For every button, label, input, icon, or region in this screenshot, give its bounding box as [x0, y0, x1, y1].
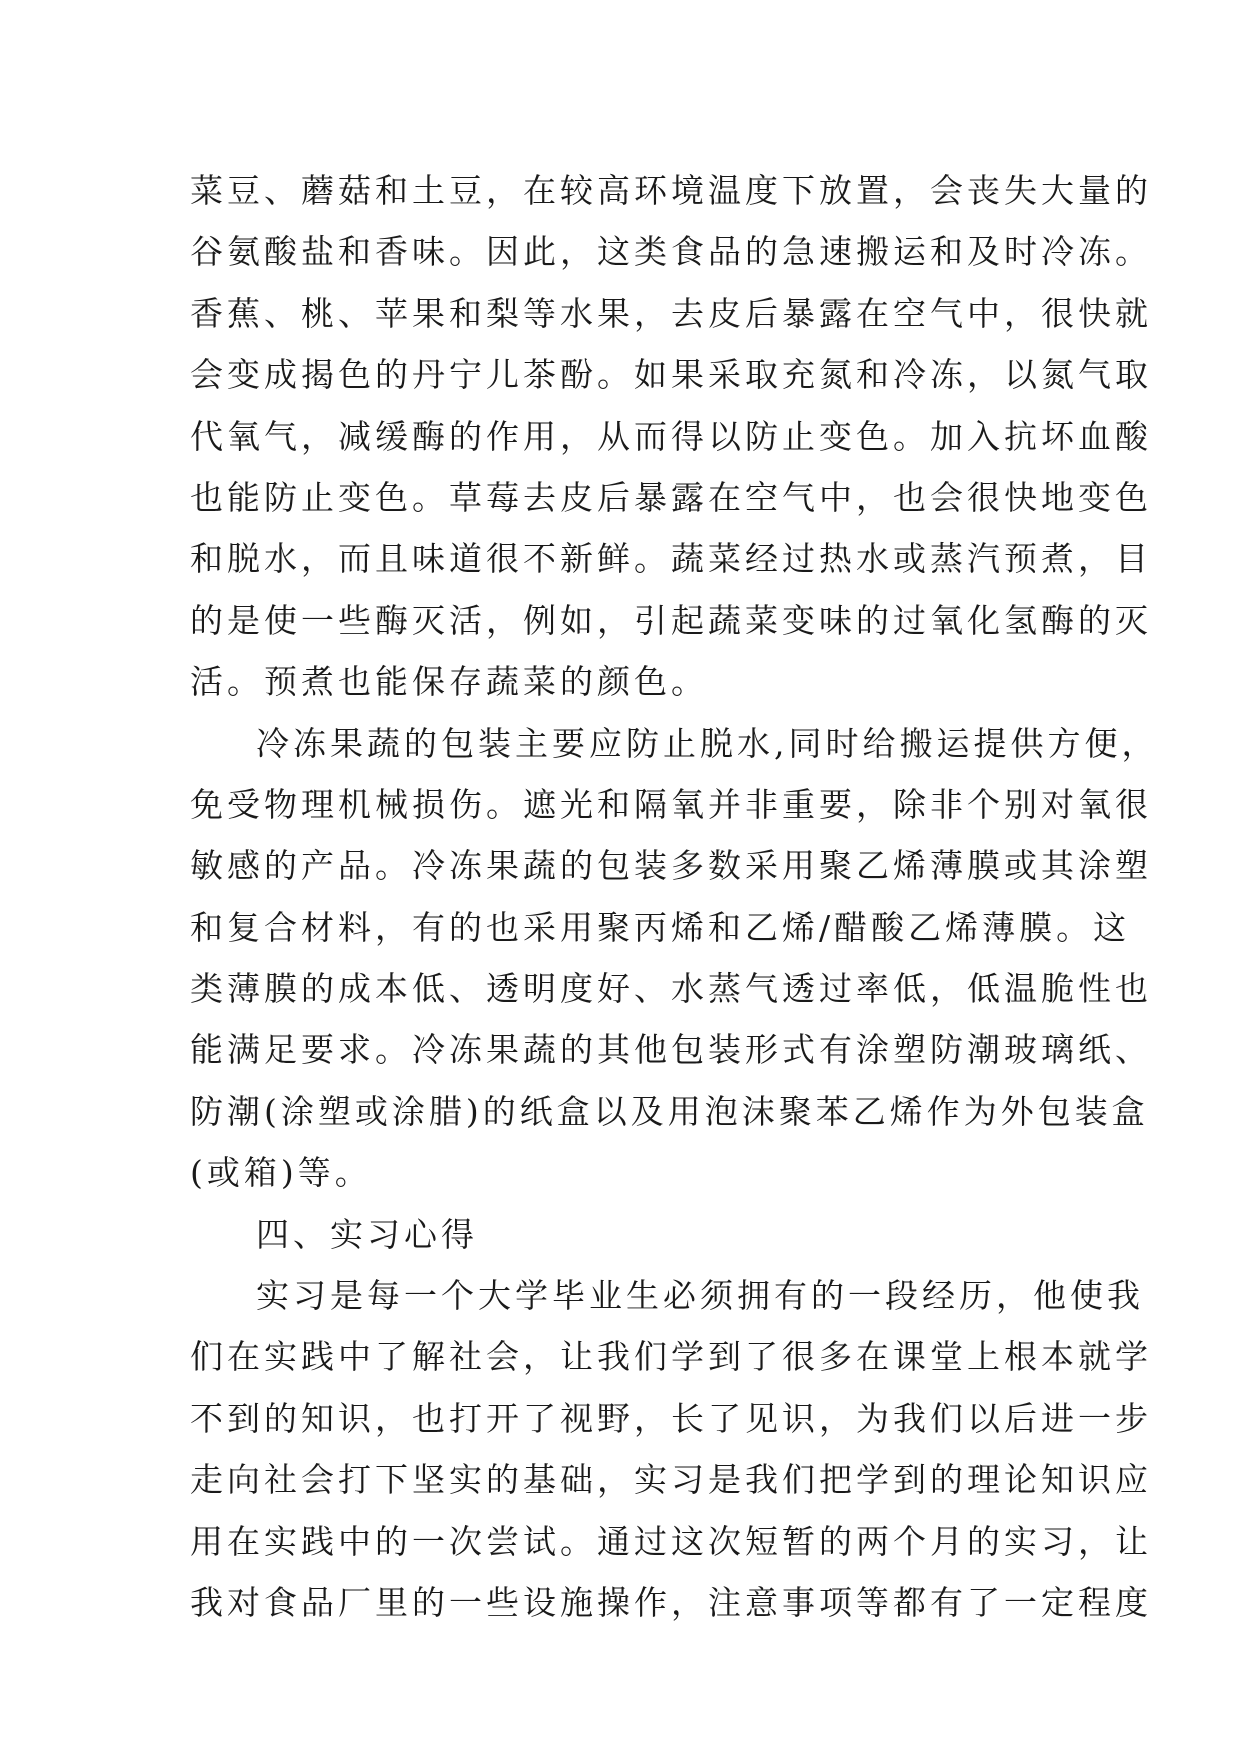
text-line: 会变成揭色的丹宁儿茶酚。如果采取充氮和冷冻，以氮气取	[190, 355, 1152, 395]
text-line: 用在实践中的一次尝试。通过这次短暂的两个月的实习，让	[190, 1521, 1152, 1561]
text-line: 活。预煮也能保存蔬菜的颜色。	[190, 662, 708, 702]
text-line: 不到的知识，也打开了视野，长了见识，为我们以后进一步	[190, 1398, 1152, 1438]
body-text	[190, 160, 1159, 1633]
text-line: 能满足要求。冷冻果蔬的其他包装形式有涂塑防潮玻璃纸、	[190, 1030, 1152, 1070]
text-line: 菜豆、蘑菇和土豆，在较高环境温度下放置，会丧失大量的	[190, 171, 1152, 210]
text-line: 冷冻果蔬的包装主要应防止脱水,同时给搬运提供方便，	[256, 723, 1159, 763]
text-line: 代氧气，减缓酶的作用，从而得以防止变色。加入抗坏血酸	[190, 416, 1152, 456]
text-line: 香蕉、桃、苹果和梨等水果，去皮后暴露在空气中，很快就	[190, 293, 1152, 333]
text-line: 敏感的产品。冷冻果蔬的包装多数采用聚乙烯薄膜或其涂塑	[190, 846, 1152, 886]
text-line: 谷氨酸盐和香味。因此，这类食品的急速搬运和及时冷冻。	[190, 232, 1152, 272]
text-line: 实习是每一个大学毕业生必须拥有的一段经历，他使我	[256, 1276, 1144, 1316]
text-line: 防潮(涂塑或涂腊)的纸盒以及用泡沫聚苯乙烯作为外包装盒	[190, 1091, 1149, 1131]
text-line: 也能防止变色。草莓去皮后暴露在空气中，也会很快地变色	[190, 477, 1152, 517]
text-line: 走向社会打下坚实的基础，实习是我们把学到的理论知识应	[190, 1460, 1152, 1500]
text-line: 的是使一些酶灭活，例如，引起蔬菜变味的过氧化氢酶的灭	[190, 600, 1152, 640]
text-line: 和复合材料，有的也采用聚丙烯和乙烯/醋酸乙烯薄膜。这	[190, 907, 1131, 947]
text-line: 类薄膜的成本低、透明度好、水蒸气透过率低，低温脆性也	[190, 969, 1152, 1009]
text-line: 和脱水，而且味道很不新鲜。蔬菜经过热水或蒸汽预煮，目	[190, 539, 1152, 579]
text-line: 四、实习心得	[256, 1214, 478, 1254]
text-line: 们在实践中了解社会，让我们学到了很多在课堂上根本就学	[190, 1337, 1152, 1377]
text-line: 免受物理机械损伤。遮光和隔氧并非重要，除非个别对氧很	[190, 784, 1152, 824]
text-line: 我对食品厂里的一些设施操作，注意事项等都有了一定程度	[190, 1582, 1152, 1622]
text-line: (或箱)等。	[190, 1153, 372, 1193]
